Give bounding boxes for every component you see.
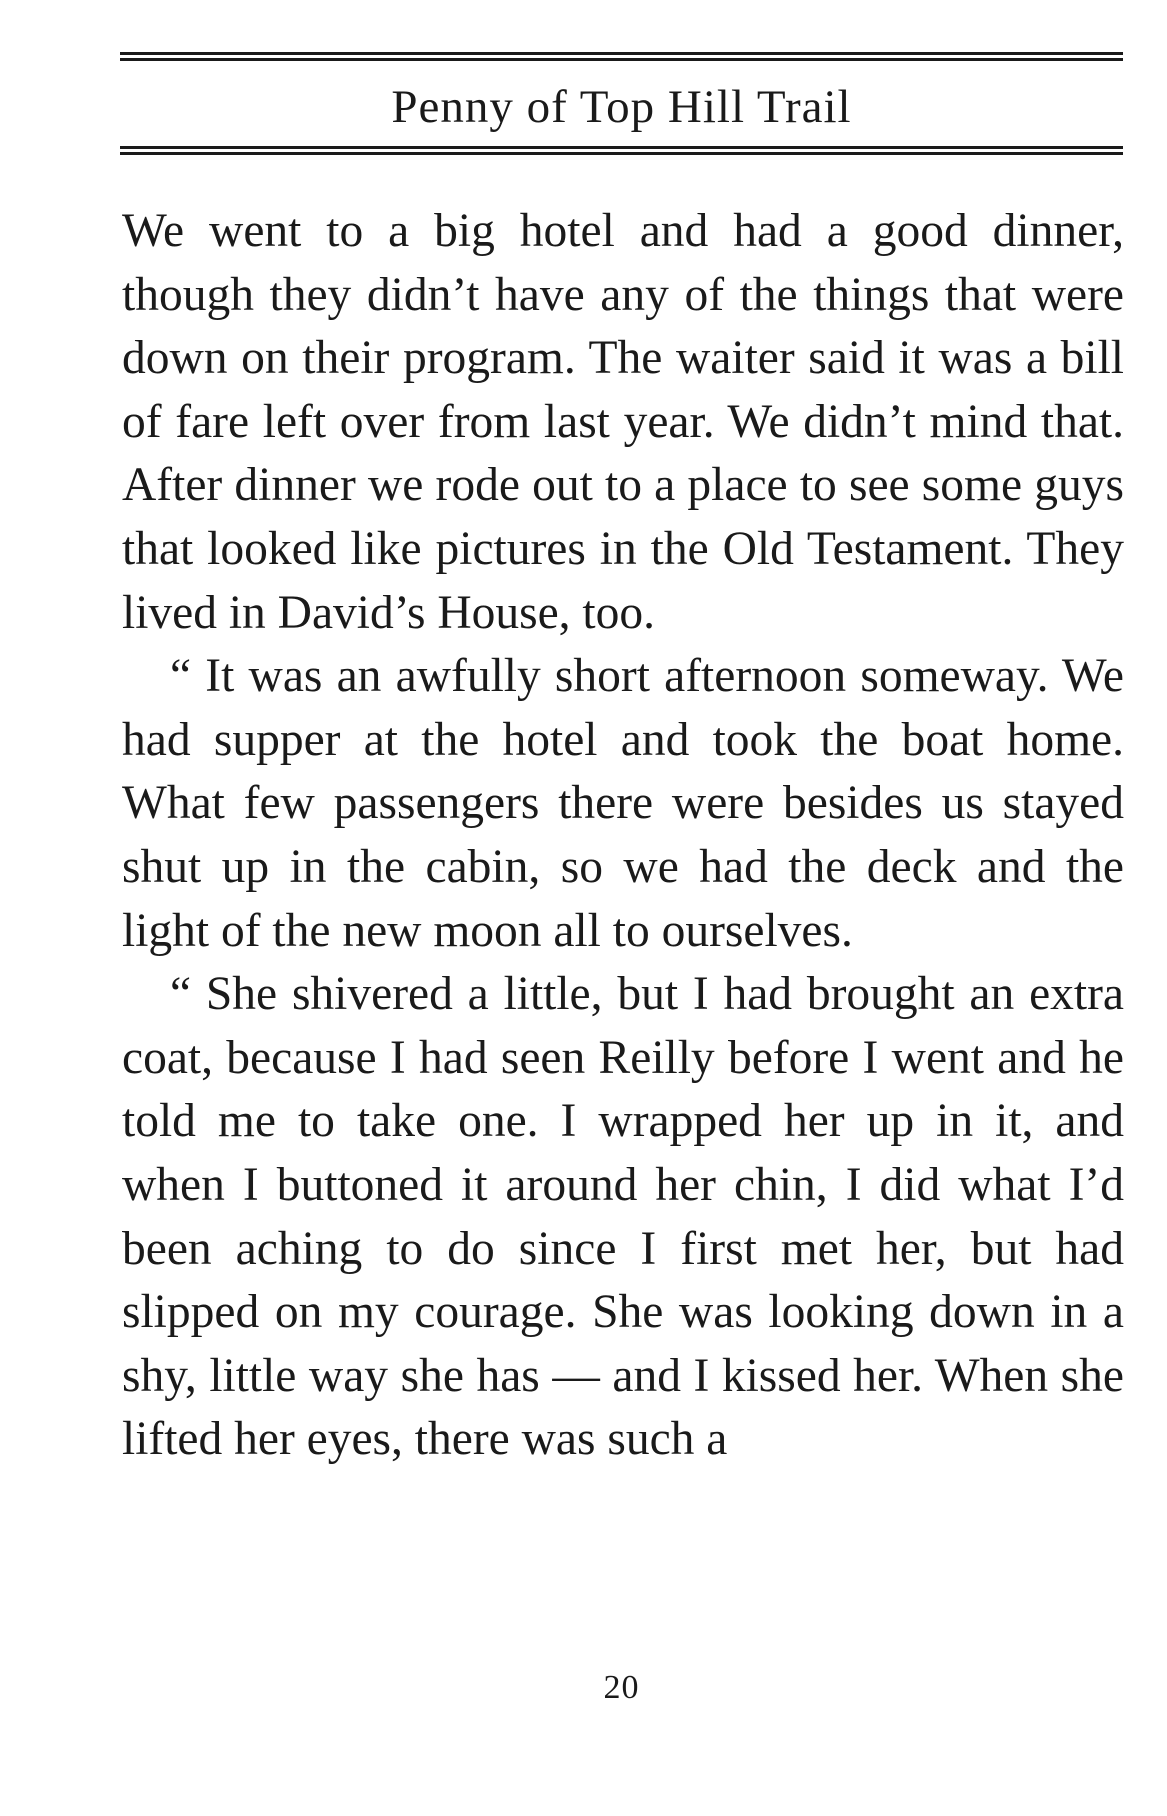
body-text	[122, 200, 1124, 1472]
running-head: Penny of Top Hill Trail	[391, 81, 852, 133]
paragraph: We went to a big hotel and had a good dinner, though they didn’t have any of the things that were down on their program. The waiter said it was a bill of fare left over from last year. We didn’t mind that. After dinner we rode out to a place to see some guys that looked like pictures in the Old Testament. They lived in David’s House, too.	[122, 205, 1124, 639]
page-number: 20	[603, 1669, 640, 1706]
paragraph: “ It was an awfully short afternoon someway. We had supper at the hotel and took the boat home. What few passengers there were besides us stayed shut up in the cabin, so we had the deck and the light of the new moon all to ourselves.	[122, 650, 1124, 957]
paragraph: “ She shivered a little, but I had brought an extra coat, because I had seen Reilly before I went and he told me to take one. I wrapped her up in it, and when I buttoned it around her chin, I did what I’d been aching to do since I first met her, but had slipped on my courage. She was looking down in a shy, little way she has — and I kissed her. When she lifted her eyes, there was such a	[122, 968, 1124, 1466]
header-rule-top	[120, 52, 1123, 61]
header-rule-bottom	[120, 146, 1123, 155]
